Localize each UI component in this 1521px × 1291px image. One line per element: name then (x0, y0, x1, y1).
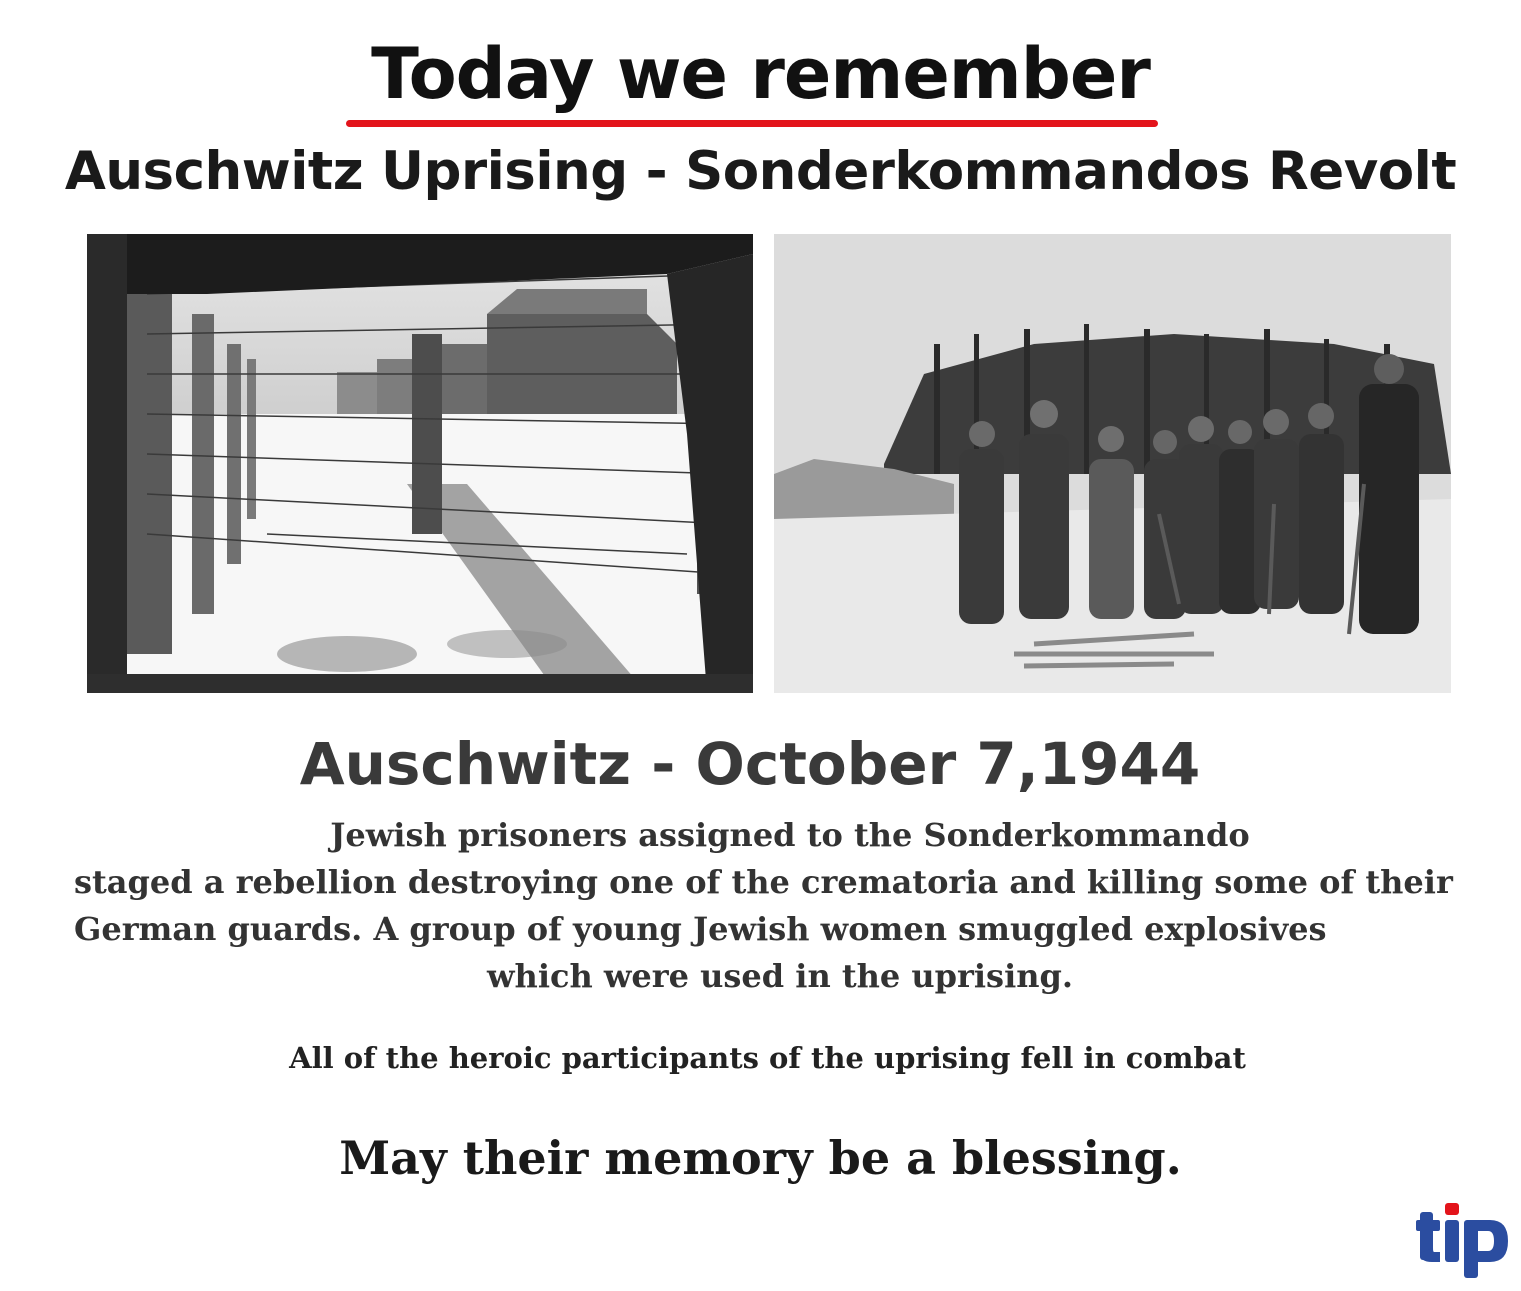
title-underline (346, 120, 1158, 127)
article-body (60, 812, 1460, 1000)
logo-text: tip (1416, 1198, 1418, 1199)
page-subtitle: Auschwitz Uprising - Sonderkommandos Revolt (64, 141, 1457, 202)
prisoners-group-photo-icon (774, 234, 1451, 693)
participants-text: All of the heroic participants of the uprising fell in combat (289, 1041, 1246, 1075)
body-line: which were used in the uprising. (487, 957, 1073, 995)
photo-camp-fence (87, 234, 753, 693)
body-line: Jewish prisoners assigned to the Sonderkommando (330, 816, 1250, 854)
body-line: staged a rebellion destroying one of the crematoria and killing some of their (74, 863, 1453, 901)
photo-sonderkommando-group (774, 234, 1451, 693)
barbed-wire-fence-photo-icon (87, 234, 753, 693)
body-line: German guards. A group of young Jewish women smuggled explosives (74, 910, 1327, 948)
page-title: Today we remember (371, 33, 1150, 115)
tip-logo-icon (1416, 1198, 1512, 1278)
memory-text: May their memory be a blessing. (339, 1131, 1182, 1185)
tip-logo (1416, 1198, 1512, 1278)
date-heading: Auschwitz - October 7,1944 (299, 730, 1201, 798)
